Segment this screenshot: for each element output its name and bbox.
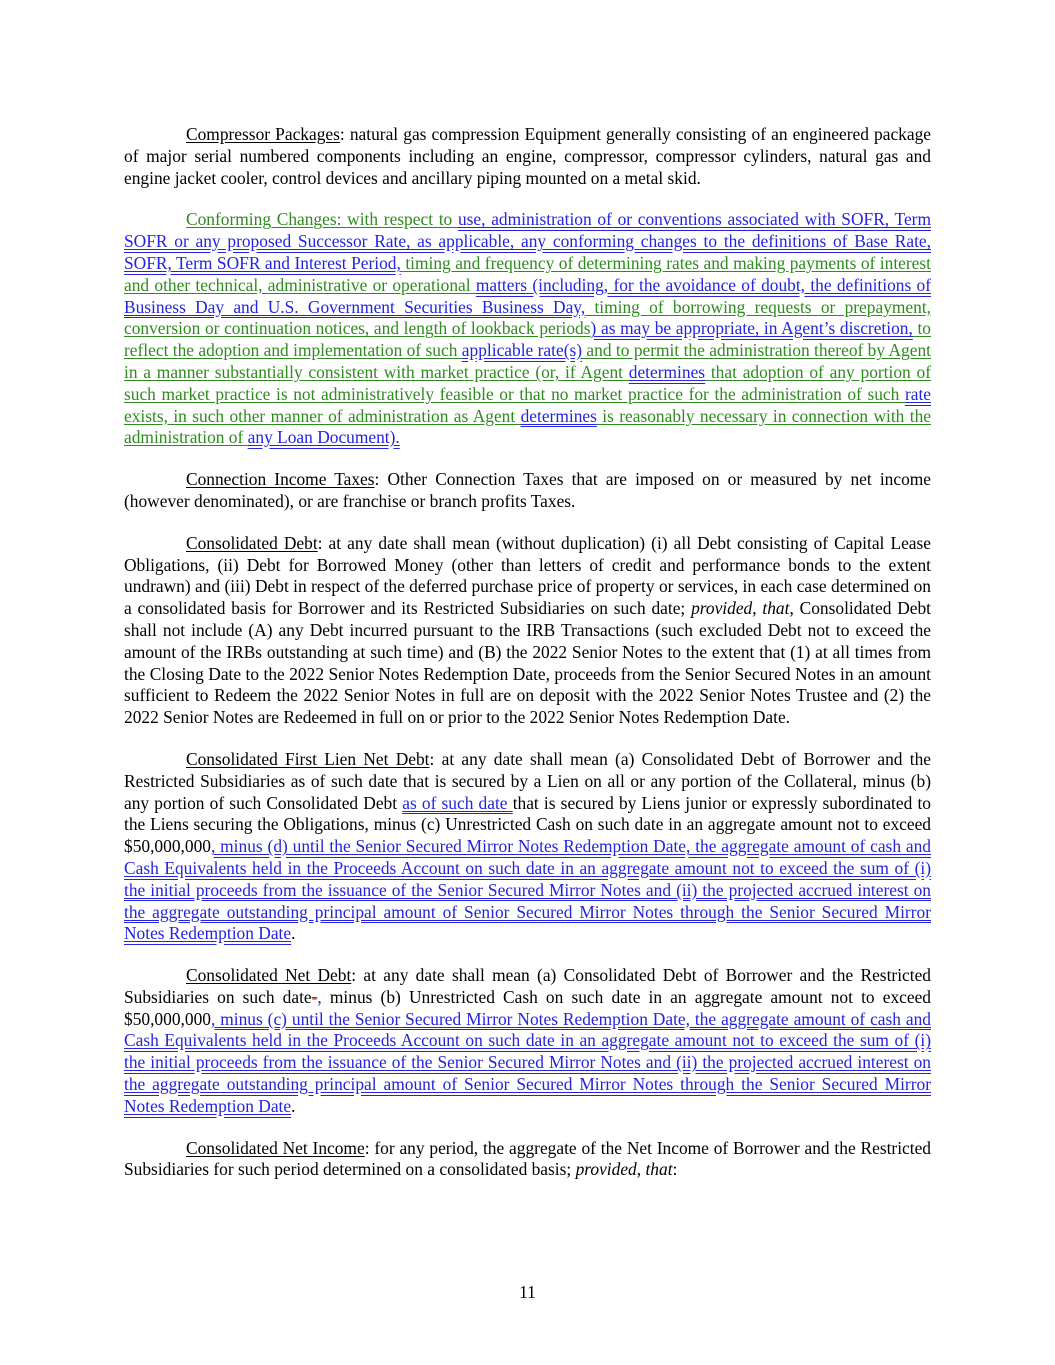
italic-that: that — [762, 598, 790, 619]
inserted-text-blue: rate — [904, 383, 931, 404]
definition-consolidated-net-income — [124, 1138, 931, 1182]
inserted-text-blue: , minus (c) until the Senior Secured Mirror Notes Redemption Date, the aggregate amount of cash and Cash Equivalents held in the Proceeds Account on such date in an aggregate amount not to exceed the sum of (i) the initial proceeds from the issuance of the Senior Secured Mirror Notes and (ii) the projected accrued interest on the aggregate outstanding principal amount of Senior Secured Mirror Notes through the Senior Secured Mirror Notes Redemption Date — [124, 1008, 931, 1116]
separator-comma: , — [636, 1159, 646, 1180]
definition-consolidated-first-lien-net-debt — [124, 749, 931, 945]
document-page — [124, 124, 931, 1201]
definition-consolidated-debt — [124, 533, 931, 729]
inserted-text-green: Conforming Changes: with respect to — [186, 209, 458, 230]
definition-consolidated-net-debt — [124, 965, 931, 1118]
inserted-text-blue: use, administration of or conventions associated with SOFR, Term SOFR or any proposed Successor Rate, as applicable, any conforming changes to the definitions of Base Rate, SOFR, Term SOFR and Interest Period, — [124, 209, 931, 273]
italic-provided: provided — [691, 598, 753, 619]
definition-text: : at any date shall mean (a) Consolidated Debt of Borrower and the Restricted Subsidiaries as of such date that is secured by a Lien on all or any portion of the Collateral, minus (b) any portion of such Consolidated Debt — [124, 748, 931, 813]
inserted-text-green: that adoption of any portion of such market practice is not administratively feasible or that no market practice for the administration of such — [124, 361, 931, 404]
defined-term: Consolidated Net Debt — [186, 965, 352, 986]
inserted-text-green: is reasonably necessary in connection with the administration of — [124, 405, 931, 448]
definition-text: that is secured by Liens junior or expressly subordinated to the Liens securing the Obligations, minus (c) Unrestricted Cash on such date in an aggregate amount not to exceed $50,000,000 — [124, 792, 931, 857]
definition-text: : Other Connection Taxes that are imposed on or measured by net income (however denominated), or are franchise or branch profits Taxes. — [124, 469, 932, 511]
inserted-text-green: to reflect the adoption and implementation of such — [124, 318, 932, 361]
inserted-comma: , — [317, 986, 322, 1007]
defined-term: Compressor Packages — [186, 124, 340, 144]
definition-compressor-packages — [124, 124, 931, 189]
inserted-text-green: and to permit the administration thereof by Agent in a manner substantially consistent with market practice (or, if Agent — [124, 340, 931, 382]
inserted-text-blue: ) as may be appropriate, in Agent’s discretion, — [590, 318, 913, 339]
separator-comma: , — [752, 598, 763, 619]
definition-text: : natural gas compression Equipment generally consisting of an engineered package of major serial numbered components including an engine, compressor, compressor cylinders, natural gas and engine jacket cooler, control devices and ancillary piping mounted on a metal skid. — [124, 124, 932, 188]
inserted-text-green: timing and frequency of determining rates and making payments of interest and other technical, administrative or operational — [124, 252, 931, 295]
definition-end: : — [672, 1159, 678, 1180]
italic-provided: provided — [575, 1159, 637, 1180]
inserted-text-green: timing of borrowing requests or prepayment, conversion or continuation notices, and length of lookback periods — [124, 296, 932, 339]
definition-conforming-changes — [124, 209, 931, 449]
defined-term: Consolidated Debt — [186, 532, 318, 553]
definition-text: : at any date shall mean (without duplication) (i) all Debt consisting of Capital Lease Obligations, (ii) Debt for Borrowed Money (other than letters of credit and performance bonds to the extent undrawn) and (iii) Debt in respect of the deferred purchase price of property or services, in each case determined on a consolidated basis for Borrower and its Restricted Subsidiaries on such date; — [124, 532, 931, 619]
definition-text: : at any date shall mean (a) Consolidated Debt of Borrower and the Restricted Subsidiaries on such date — [124, 965, 931, 1007]
definition-text: minus (b) Unrestricted Cash on such date in an aggregate amount not to exceed $50,000,000 — [124, 986, 931, 1029]
defined-term: Connection Income Taxes — [186, 469, 375, 490]
definition-end: . — [291, 923, 296, 944]
inserted-text-blue: determines — [628, 361, 706, 382]
definition-end: . — [291, 1095, 296, 1116]
inserted-text-blue: matters (including, for the avoidance of doubt, the definitions of Business Day and U.S. Government Securities Business Day, — [124, 274, 932, 317]
inserted-text-blue: applicable rate(s) — [461, 340, 583, 361]
inserted-text-green: exists, in such other manner of administration as Agent — [124, 405, 521, 426]
defined-term: Consolidated Net Income — [186, 1137, 365, 1158]
inserted-text-blue: as of such date — [402, 792, 513, 813]
inserted-text-blue: any Loan Document). — [247, 427, 400, 448]
page-number: 11 — [519, 1282, 536, 1302]
inserted-text-blue: determines — [520, 405, 597, 426]
italic-that: that — [645, 1159, 673, 1180]
definition-text: : for any period, the aggregate of the Net Income of Borrower and the Restricted Subsidiaries for such period determined on a consolidated basis; — [124, 1137, 931, 1180]
definition-connection-income-taxes — [124, 469, 931, 513]
definition-text: , Consolidated Debt shall not include (A) any Debt incurred pursuant to the IRB Transactions (such excluded Debt not to exceed the amount of the IRBs outstanding at such time) and (B) the 2022 Senior Notes to the extent that (1) at all times from the Closing Date to the 2022 Senior Notes Redemption Date, proceeds from the Senior Secured Notes in an amount sufficient to Redeem the 2022 Senior Notes in full are on deposit with the 2022 Senior Notes Trustee and (2) the 2022 Senior Notes are Redeemed in full on or prior to the 2022 Senior Notes Redemption Date. — [124, 598, 931, 728]
deleted-text: - — [311, 986, 318, 1007]
inserted-text-blue: , minus (d) until the Senior Secured Mirror Notes Redemption Date, the aggregate amount of cash and Cash Equivalents held in the Proceeds Account on such date in an aggregate amount not to exceed the sum of (i) the initial proceeds from the issuance of the Senior Secured Mirror Notes and (ii) the projected accrued interest on the aggregate outstanding principal amount of Senior Secured Mirror Notes through the Senior Secured Mirror Notes Redemption Date — [124, 836, 931, 944]
defined-term: Consolidated First Lien Net Debt — [186, 748, 430, 769]
